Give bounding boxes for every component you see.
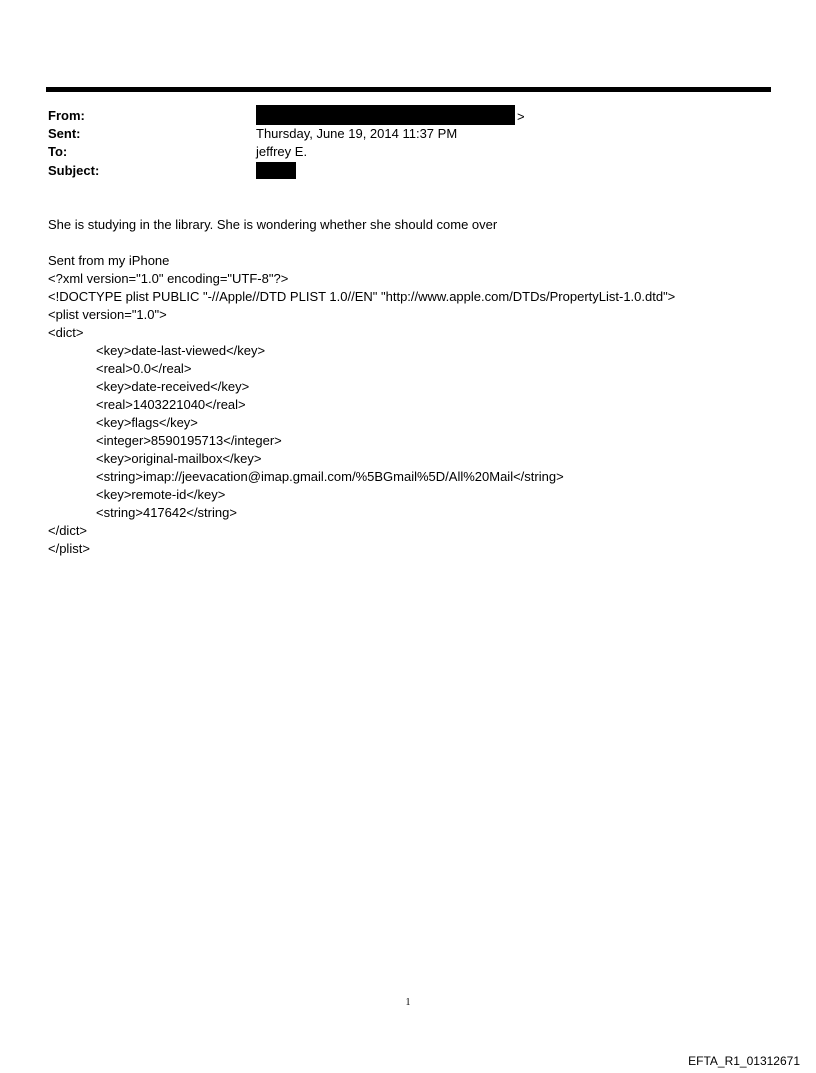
plist-block	[48, 270, 675, 558]
page-number: 1	[405, 997, 411, 1008]
header-rule	[46, 87, 771, 92]
signature: Sent from my iPhone	[48, 253, 170, 268]
xml-line: <integer>8590195713</integer>	[96, 433, 282, 448]
xml-line: <string>417642</string>	[96, 505, 237, 520]
from-suffix: >	[517, 109, 525, 124]
to-label: To:	[48, 144, 68, 159]
xml-line: <!DOCTYPE plist PUBLIC "-//Apple//DTD PLIST 1.0//EN" "http://www.apple.com/DTDs/PropertyList-1.0.dtd">	[48, 289, 676, 304]
from-label: From:	[48, 108, 85, 123]
xml-line: <key>original-mailbox</key>	[96, 451, 262, 466]
xml-line: <?xml version="1.0" encoding="UTF-8"?>	[48, 271, 289, 286]
to-value: jeffrey E.	[256, 144, 308, 159]
xml-line: <key>flags</key>	[96, 415, 198, 430]
from-redaction	[256, 105, 515, 125]
xml-line: <key>remote-id</key>	[96, 487, 226, 502]
xml-line: <dict>	[48, 325, 84, 340]
document-id: EFTA_R1_01312671	[688, 1054, 800, 1068]
xml-line: <real>1403221040</real>	[96, 397, 246, 412]
sent-label: Sent:	[48, 126, 81, 141]
xml-line: <string>imap://jeevacation@imap.gmail.com/%5BGmail%5D/All%20Mail</string>	[96, 469, 564, 484]
xml-line: <key>date-received</key>	[96, 379, 250, 394]
xml-line: <plist version="1.0">	[48, 307, 167, 322]
xml-line: </dict>	[48, 523, 88, 538]
message-body: She is studying in the library. She is wondering whether she should come over	[48, 217, 498, 232]
xml-line: <real>0.0</real>	[96, 361, 192, 376]
sent-value: Thursday, June 19, 2014 11:37 PM	[256, 126, 458, 141]
xml-line: <key>date-last-viewed</key>	[96, 343, 266, 358]
subject-label: Subject:	[48, 163, 100, 178]
subject-redaction	[256, 162, 296, 179]
xml-line: </plist>	[48, 541, 90, 556]
